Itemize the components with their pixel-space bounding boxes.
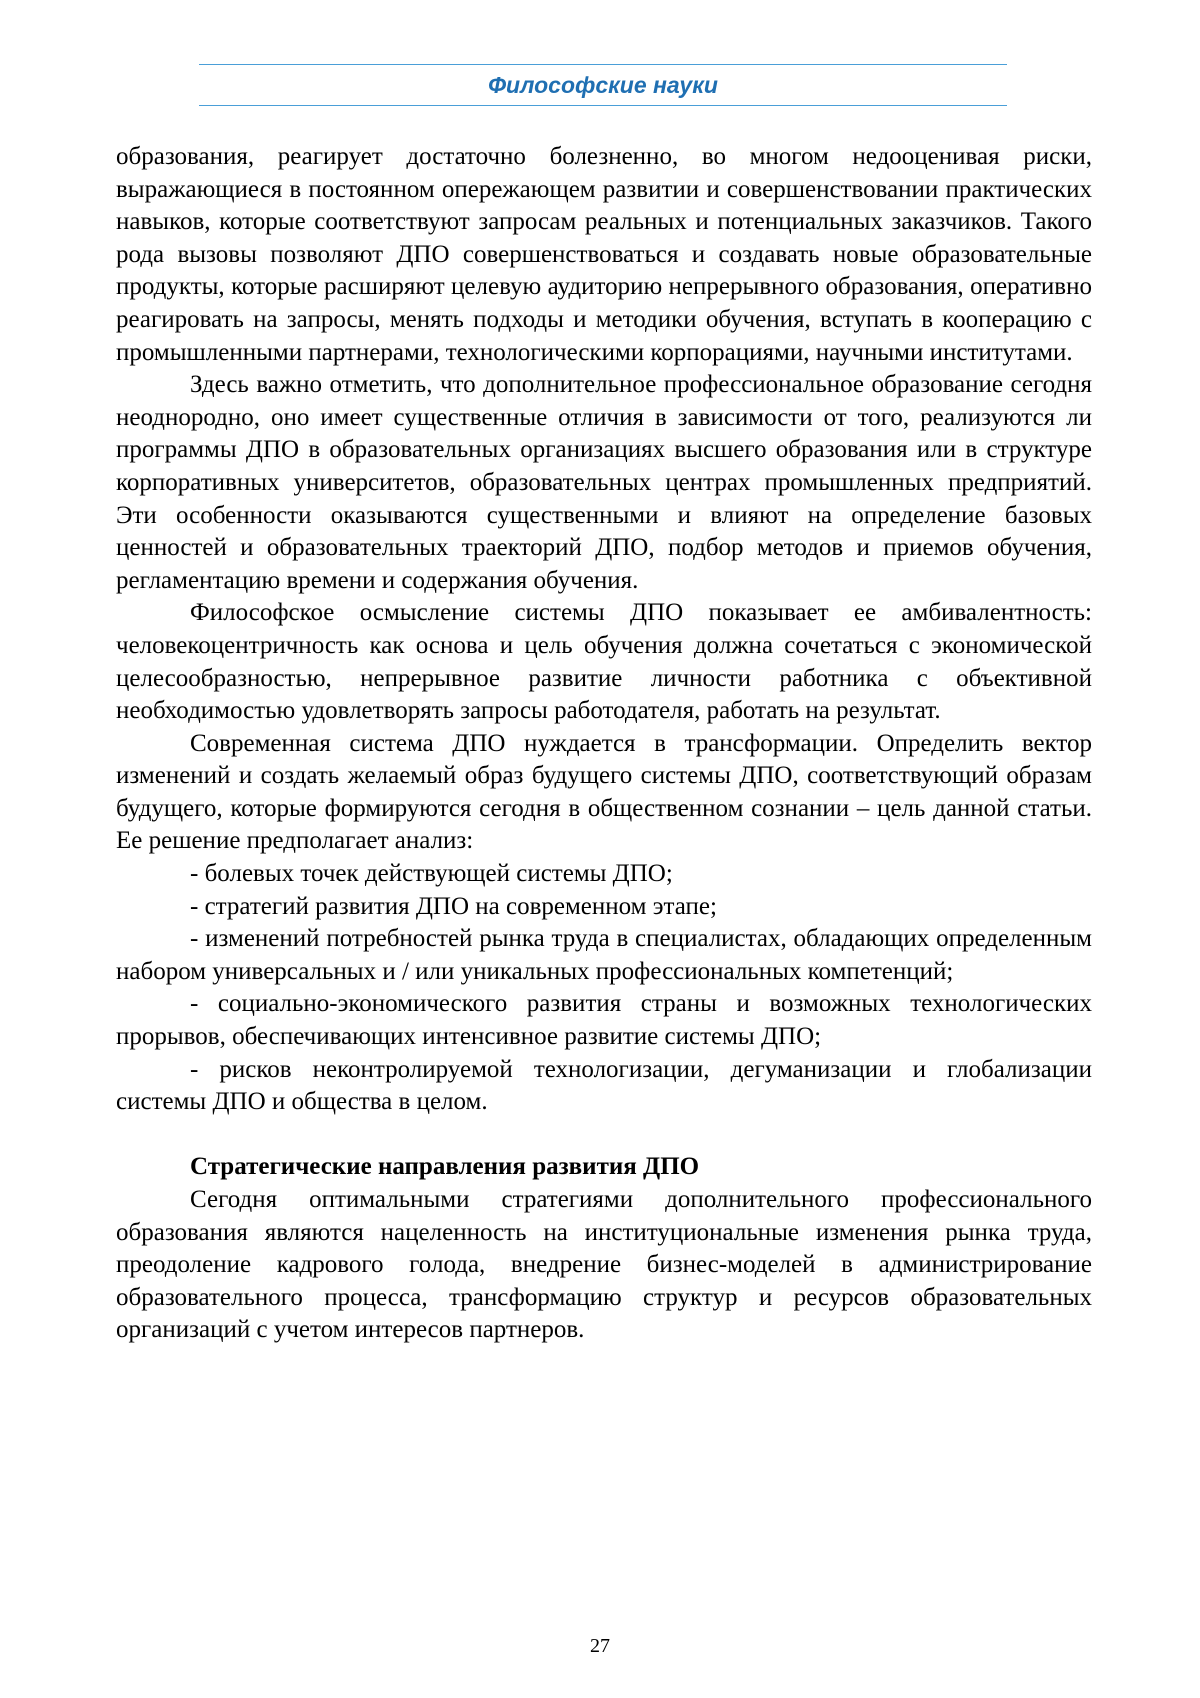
list-item: - болевых точек действующей системы ДПО; (190, 860, 673, 888)
page-number: 27 (590, 1635, 610, 1657)
running-header (199, 64, 1007, 106)
list-item: - стратегий развития ДПО на современном этапе; (190, 892, 717, 920)
list-item: - социально-экономического развития страны и возможных технологических прорывов, обеспечивающих интенсивное развитие системы ДПО; (116, 990, 1092, 1051)
list-item: - изменений потребностей рынка труда в специалистах, обладающих определенным набором универсальных и / или уникальных профессиональных компетенций; (116, 925, 1092, 985)
paragraph: Современная система ДПО нуждается в трансформации. Определить вектор изменений и создать желаемый образ будущего системы ДПО, соответствующий образам будущего, которые формируются сегодня в общественном сознании – цель данной статьи. Ее решение предполагает анализ: (116, 729, 1092, 855)
paragraph: Сегодня оптимальными стратегиями дополнительного профессионального образования являются нацеленность на институциональные изменения рынка труда, преодоление кадрового голода, внедрение бизнес-моделей в администрирование образовательного процесса, трансформацию структур и ресурсов образовательных организаций с учетом интересов партнеров. (116, 1186, 1092, 1344)
page-body (116, 141, 1092, 1347)
paragraph: Здесь важно отметить, что дополнительное профессиональное образование сегодня неоднородно, оно имеет существенные отличия в зависимости от того, реализуются ли программы ДПО в образовательных организациях высшего образования или в структуре корпоративных университетов, образовательных центрах промышленных предприятий. Эти особенности оказываются существенными и влияют на определение базовых ценностей и образовательных траекторий ДПО, подбор методов и приемов обучения, регламентацию времени и содержания обучения. (116, 371, 1092, 594)
section-heading: Стратегические направления развития ДПО (190, 1153, 700, 1181)
paragraph-continued: образования, реагирует достаточно болезненно, во многом недооценивая риски, выражающиеся в постоянном опережающем развитии и совершенствовании практических навыков, которые соответствуют запросам реальных и потенциальных заказчиков. Такого рода вызовы позволяют ДПО совершенствоваться и создавать новые образовательные продукты, которые расширяют целевую аудиторию непрерывного образования, оперативно реагировать на запросы, менять подходы и методики обучения, вступать в кооперацию с промышленными партнерами, технологическими корпорациями, научными институтами. (116, 143, 1092, 366)
paragraph: Философское осмысление системы ДПО показывает ее амбивалентность: человекоцентричность как основа и цель обучения должна сочетаться с экономической целесообразностью, непрерывное развитие личности работника с объективной необходимостью удовлетворять запросы работодателя, работать на результат. (116, 599, 1092, 725)
list-item: - рисков неконтролируемой технологизации, дегуманизации и глобализации системы ДПО и общества в целом. (116, 1055, 1092, 1116)
journal-section-title: Философские науки (488, 72, 718, 98)
